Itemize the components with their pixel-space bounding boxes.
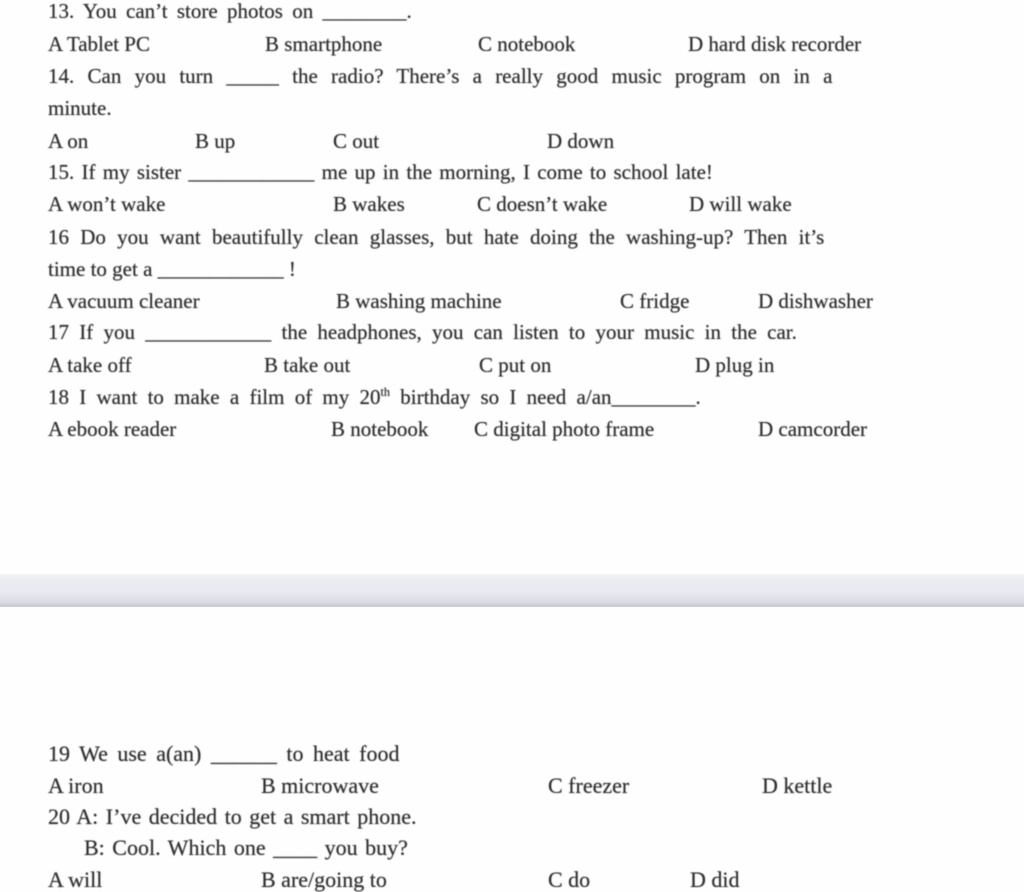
option-13-d: D hard disk recorder	[688, 32, 862, 56]
option-14-a: A on	[48, 129, 89, 153]
option-13-a: A Tablet PC	[48, 32, 150, 56]
option-18-d: D camcorder	[758, 417, 868, 441]
question-20-text-line-a: 20 A: I’ve decided to get a smart phone.	[48, 804, 417, 829]
option-19-b: B microwave	[261, 773, 379, 798]
option-17-d: D plug in	[695, 353, 775, 377]
option-15-a: A won’t wake	[48, 192, 166, 216]
question-18-text-post: birthday so I need a/an________.	[390, 385, 701, 409]
question-14-text-line-2: minute.	[48, 96, 112, 120]
question-17-options	[0, 352, 1024, 379]
option-15-c: C doesn’t wake	[477, 192, 608, 216]
option-13-c: C notebook	[478, 32, 576, 56]
option-15-d: D will wake	[689, 192, 792, 216]
question-17-text: 17 If you ____________ the headphones, you can listen to your music in the car.	[48, 320, 797, 344]
option-20-d: D did	[690, 867, 740, 892]
option-17-a: A take off	[48, 353, 132, 377]
option-13-b: B smartphone	[265, 32, 383, 56]
question-19-text: 19 We use a(an) ______ to heat food	[48, 741, 400, 766]
option-16-d: D dishwasher	[758, 289, 873, 313]
option-17-b: B take out	[264, 353, 351, 377]
question-13-text: 13. You can’t store photos on ________.	[48, 0, 412, 23]
option-15-b: B wakes	[333, 192, 405, 216]
question-16-text-line-1: 16 Do you want beautifully clean glasses, but hate doing the washing-up? Then it’s	[48, 225, 825, 249]
option-17-c: C put on	[479, 353, 552, 377]
option-20-a: A will	[48, 867, 103, 892]
question-16-options	[0, 288, 1024, 315]
option-14-b: B up	[195, 129, 236, 153]
option-16-b: B washing machine	[336, 289, 502, 313]
question-19-options	[0, 772, 1024, 799]
question-20-options	[0, 866, 1024, 892]
option-14-d: D down	[547, 129, 615, 153]
question-14-options	[0, 128, 1024, 155]
question-15-text: 15. If my sister ____________ me up in the morning, I come to school late!	[48, 160, 713, 184]
question-14-text-line-1: 14. Can you turn _____ the radio? There’s a really good music program on in a	[48, 64, 833, 88]
question-18-text-pre: 18 I want to make a film of my 20	[48, 385, 381, 409]
option-16-a: A vacuum cleaner	[48, 289, 200, 313]
option-19-a: A iron	[48, 773, 104, 798]
option-19-c: C freezer	[548, 773, 630, 798]
scan-region-bottom	[0, 607, 1024, 892]
option-14-c: C out	[333, 129, 380, 153]
question-18-text	[48, 384, 1004, 411]
question-18-ordinal-suffix: th	[380, 385, 390, 399]
section-divider	[0, 574, 1024, 607]
option-19-d: D kettle	[762, 773, 833, 798]
option-18-a: A ebook reader	[48, 417, 177, 441]
option-20-b: B are/going to	[261, 867, 387, 892]
option-18-c: C digital photo frame	[474, 417, 655, 441]
question-13-options	[0, 31, 1024, 58]
option-20-c: C do	[548, 867, 591, 892]
option-16-c: C fridge	[620, 289, 690, 313]
question-18-options	[0, 416, 1024, 443]
question-20-text-line-b: B: Cool. Which one ____ you buy?	[84, 835, 408, 860]
question-15-options	[0, 191, 1024, 218]
question-16-text-line-2: time to get a ____________ !	[48, 257, 296, 281]
option-18-b: B notebook	[331, 417, 429, 441]
